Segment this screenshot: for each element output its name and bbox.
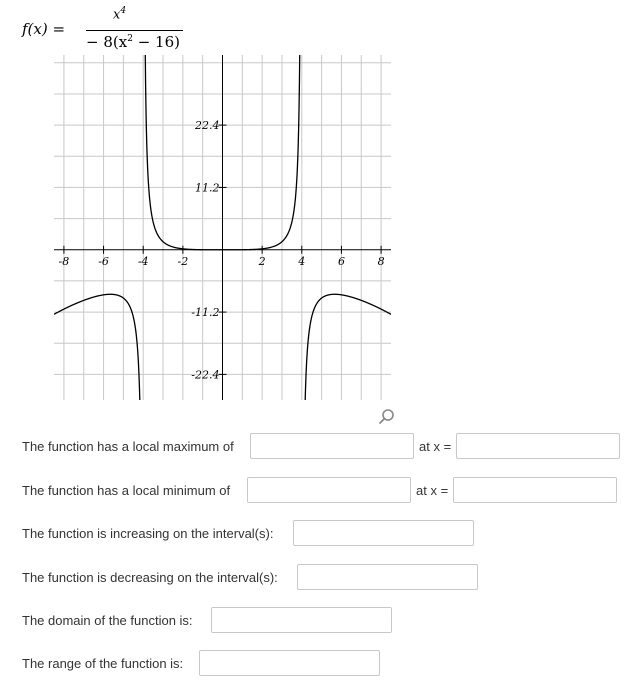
x-tick-label: -2	[177, 254, 189, 268]
increasing-input[interactable]	[293, 520, 474, 546]
local-max-x-input[interactable]	[456, 433, 620, 459]
local-min-at-label: at x =	[416, 483, 449, 498]
x-tick-label: 6	[337, 254, 345, 268]
range-label: The range of the function is:	[22, 656, 184, 671]
local-min-input[interactable]	[247, 477, 411, 503]
local-max-input[interactable]	[250, 433, 414, 459]
domain-label: The domain of the function is:	[22, 613, 193, 628]
local-min-x-input[interactable]	[453, 477, 617, 503]
domain-input[interactable]	[211, 607, 392, 633]
formula-lhs: f(x) =	[22, 20, 66, 38]
y-tick-label: 11.2	[195, 181, 220, 195]
x-tick-label: 2	[258, 254, 266, 268]
formula-denominator: − $8(x^2 - 16)$	[86, 33, 180, 51]
x-tick-label: -8	[58, 254, 70, 268]
local-max-at-label: at x =	[419, 439, 452, 454]
x-tick-label: -6	[98, 254, 109, 268]
x-tick-label: 8	[377, 254, 385, 268]
formula-numerator: $x^4$	[113, 6, 127, 23]
y-tick-label: 22.4	[195, 119, 220, 133]
y-tick-label: -22.4	[191, 368, 220, 382]
local-min-label: The function has a local minimum of	[22, 483, 231, 498]
magnifier-icon[interactable]	[378, 408, 396, 426]
y-tick-label: -11.2	[191, 306, 220, 320]
decreasing-input[interactable]	[297, 564, 478, 590]
decreasing-label: The function is decreasing on the interval(s):	[22, 570, 278, 585]
range-input[interactable]	[199, 650, 380, 676]
x-tick-label: -4	[137, 254, 149, 268]
x-tick-label: 4	[298, 254, 306, 268]
increasing-label: The function is increasing on the interval(s):	[22, 526, 274, 541]
local-max-label: The function has a local maximum of	[22, 439, 234, 454]
